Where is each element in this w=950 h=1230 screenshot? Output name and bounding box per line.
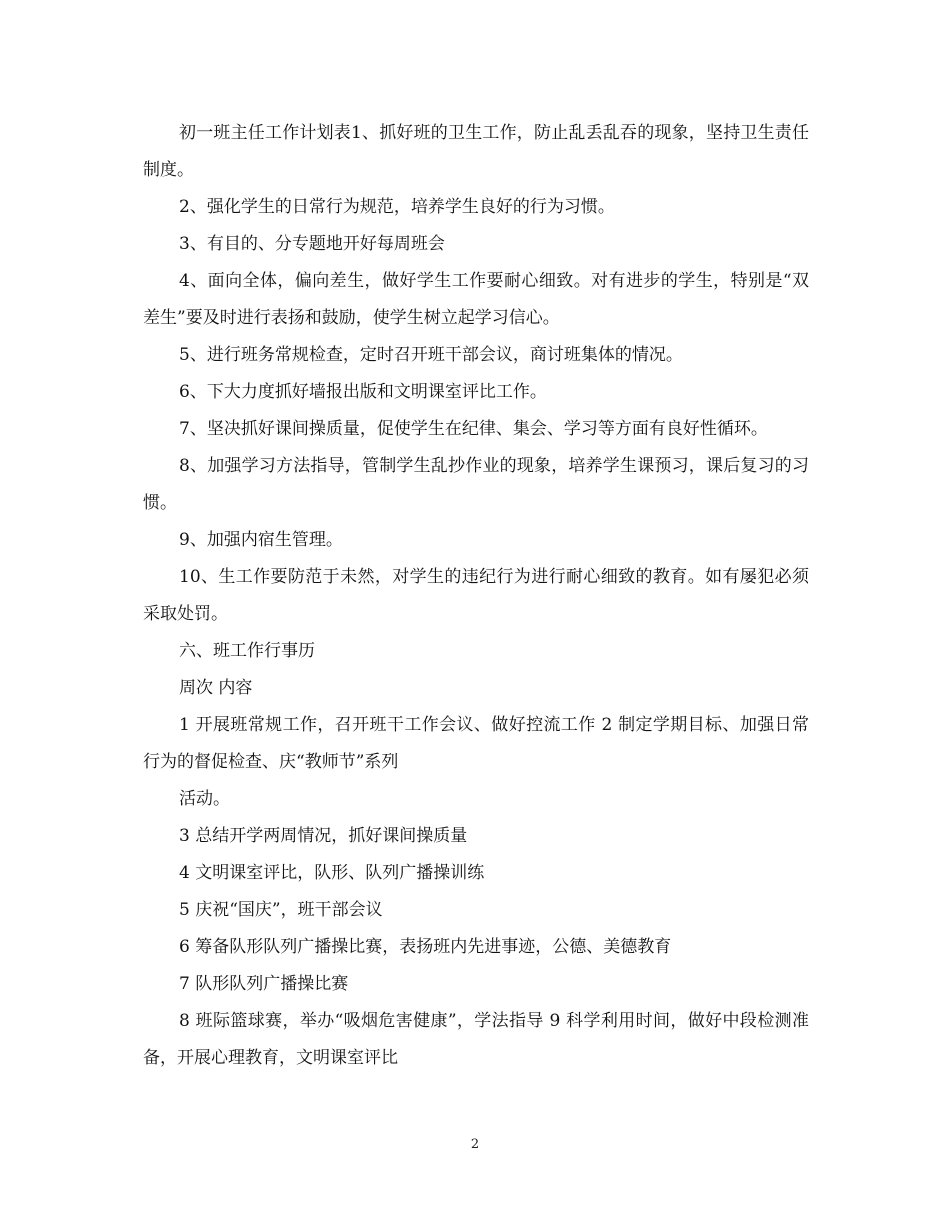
paragraph-item-5: 5、进行班务常规检查，定时召开班干部会议，商讨班集体的情况。 <box>179 345 683 365</box>
document-body <box>143 115 809 1077</box>
schedule-header: 周次 内容 <box>179 678 253 698</box>
paragraph-item-8: 8、加强学习方法指导，管制学生乱抄作业的现象，培养学生课预习，课后复习的习惯。 <box>143 456 809 513</box>
schedule-row-2-continued: 活动。 <box>179 789 230 809</box>
schedule-row-8-9: 8 班际篮球赛，举办“吸烟危害健康”，学法指导 9 科学利用时间，做好中段检测准备，开展心理教育，文明课室评比 <box>143 1011 809 1068</box>
schedule-row-1-2: 1 开展班常规工作，召开班干工作会议、做好控流工作 2 制定学期目标、加强日常行为的督促检查、庆“教师节”系列 <box>143 715 809 772</box>
page-number: 2 <box>470 1137 480 1152</box>
paragraph-item-10: 10、生工作要防范于未然，对学生的违纪行为进行耐心细致的教育。如有屡犯必须采取处罚。 <box>143 567 809 624</box>
paragraph-item-3: 3、有目的、分专题地开好每周班会 <box>179 234 445 254</box>
paragraph-item-6: 6、下大力度抓好墙报出版和文明课室评比工作。 <box>179 382 547 402</box>
schedule-row-3: 3 总结开学两周情况，抓好课间操质量 <box>179 826 468 846</box>
schedule-row-6: 6 筹备队形队列广播操比赛，表扬班内先进事迹，公德、美德教育 <box>179 937 672 957</box>
schedule-row-4: 4 文明课室评比，队形、队列广播操训练 <box>179 863 485 883</box>
paragraph-item-9: 9、加强内宿生管理。 <box>179 530 343 550</box>
paragraph-item-7: 7、坚决抓好课间操质量，促使学生在纪律、集会、学习等方面有良好性循环。 <box>179 419 768 439</box>
paragraph-intro: 初一班主任工作计划表1、抓好班的卫生工作，防止乱丢乱吞的现象，坚持卫生责任制度。 <box>143 123 809 180</box>
paragraph-item-2: 2、强化学生的日常行为规范，培养学生良好的行为习惯。 <box>179 197 615 217</box>
schedule-row-5: 5 庆祝“国庆”，班干部会议 <box>179 900 383 920</box>
schedule-row-7: 7 队形队列广播操比赛 <box>179 974 349 994</box>
paragraph-item-4: 4、面向全体，偏向差生，做好学生工作要耐心细致。对有进步的学生，特别是“双差生”要及时进行表扬和鼓励，使学生树立起学习信心。 <box>143 271 809 328</box>
section-heading: 六、班工作行事历 <box>179 641 315 661</box>
